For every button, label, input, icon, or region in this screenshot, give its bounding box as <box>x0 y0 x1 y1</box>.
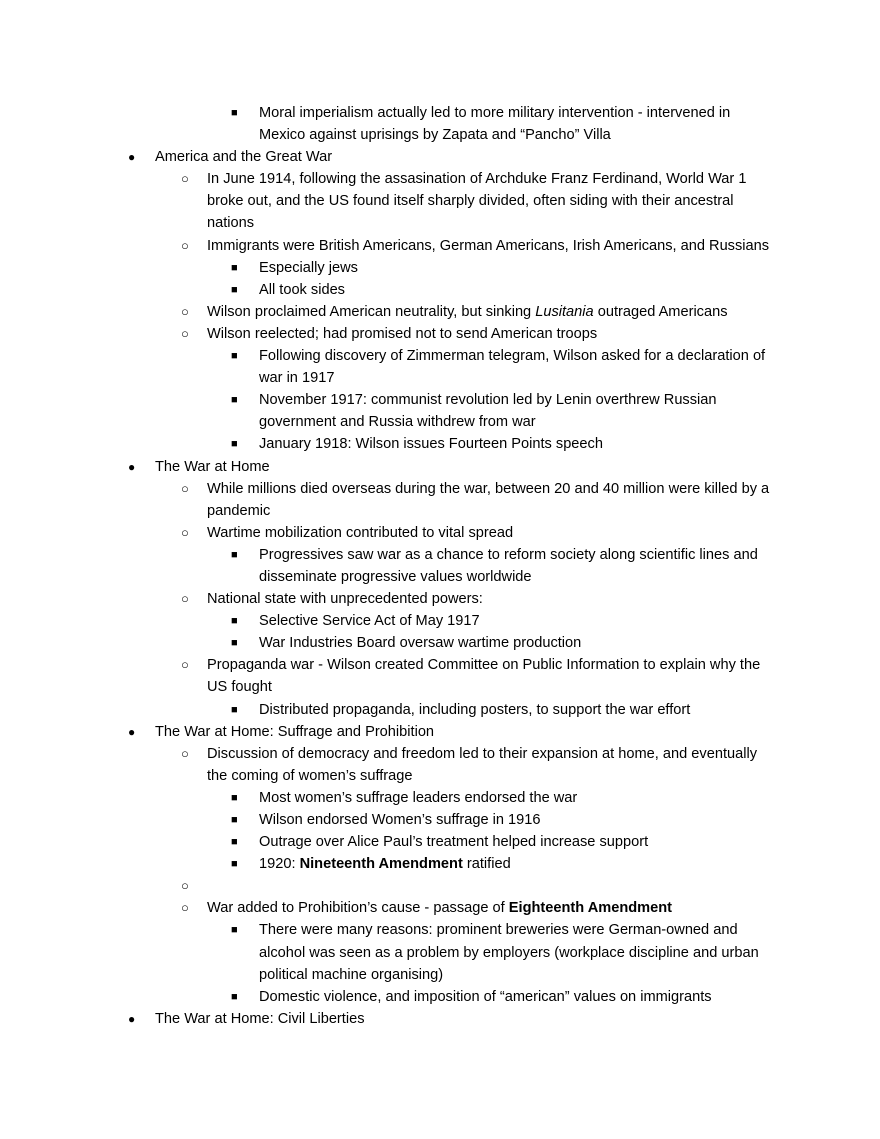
disc-bullet-icon: ● <box>128 459 136 474</box>
list-item <box>0 699 769 721</box>
list-item <box>0 301 772 323</box>
square-bullet-icon: ■ <box>231 261 238 274</box>
amendment-name: Nineteenth Amendment <box>299 856 463 873</box>
list-item <box>0 257 769 279</box>
item-text: November 1917: communist revolution led by Lenin overthrew Russian government and Russia withdrew from war <box>259 392 717 431</box>
list-item <box>0 743 772 787</box>
circle-bullet-icon: ○ <box>181 480 189 496</box>
square-bullet-icon: ■ <box>231 703 238 716</box>
empty-list-item <box>0 875 772 897</box>
list-item <box>0 809 769 831</box>
square-bullet-icon: ■ <box>231 615 238 628</box>
item-text: Wilson endorsed Women’s suffrage in 1916 <box>259 812 541 828</box>
item-text: ratified <box>462 856 511 873</box>
list-item <box>0 588 772 610</box>
list-item <box>0 146 775 168</box>
square-bullet-icon: ■ <box>231 990 238 1003</box>
circle-bullet-icon: ○ <box>181 591 189 607</box>
square-bullet-icon: ■ <box>231 107 238 119</box>
section-heading: America and the Great War <box>155 149 333 166</box>
list-item <box>0 478 772 522</box>
item-text: Selective Service Act of May 1917 <box>259 613 480 630</box>
list-item <box>0 897 772 919</box>
item-text: Distributed propaganda, including posters, to support the war effort <box>259 701 691 718</box>
list-item <box>0 323 772 345</box>
circle-bullet-icon: ○ <box>181 900 189 916</box>
list-item <box>0 279 769 301</box>
item-text: All took sides <box>259 281 345 298</box>
document-page <box>0 102 880 1030</box>
square-bullet-icon: ■ <box>231 924 238 937</box>
square-bullet-icon: ■ <box>231 814 238 826</box>
list-item <box>0 456 775 478</box>
disc-bullet-icon: ● <box>128 1011 136 1026</box>
disc-bullet-icon: ● <box>128 724 136 739</box>
list-item <box>0 544 769 588</box>
square-bullet-icon: ■ <box>231 283 238 296</box>
section-heading: The War at Home <box>155 458 270 475</box>
circle-bullet-icon: ○ <box>181 237 189 253</box>
item-text: Propaganda war - Wilson created Committee on Public Information to explain why the US fought <box>207 657 761 696</box>
list-item <box>0 235 772 257</box>
item-text: In June 1914, following the assasination of Archduke Franz Ferdinand, World War 1 broke out, and the US found itself sharply divided, often siding with their ancestral nations <box>207 171 747 232</box>
list-item <box>0 389 769 433</box>
item-text: Most women’s suffrage leaders endorsed the war <box>259 789 578 806</box>
ship-name: Lusitania <box>535 303 594 320</box>
item-text: Progressives saw war as a chance to reform society along scientific lines and disseminate progressive values worldwide <box>259 546 758 585</box>
item-text: There were many reasons: prominent breweries were German-owned and alcohol was seen as a problem by employers (workplace discipline and urban political machine organising) <box>259 922 759 983</box>
square-bullet-icon: ■ <box>231 637 238 650</box>
item-text: Moral imperialism actually led to more military intervention - intervened in Mexico against uprisings by Zapata and “Pancho” Villa <box>259 105 731 144</box>
list-item <box>0 632 769 654</box>
square-bullet-icon: ■ <box>231 836 238 849</box>
item-text: Outrage over Alice Paul’s treatment helped increase support <box>259 834 649 851</box>
list-item <box>0 168 772 234</box>
list-item <box>0 787 769 809</box>
circle-bullet-icon: ○ <box>181 171 189 187</box>
item-text: War added to Prohibition’s cause - passage of <box>207 900 509 917</box>
item-text: While millions died overseas during the war, between 20 and 40 million were killed by a pandemic <box>207 480 770 519</box>
list-item <box>0 853 769 875</box>
square-bullet-icon: ■ <box>231 791 238 804</box>
list-item <box>0 522 772 544</box>
circle-bullet-icon: ○ <box>181 657 189 673</box>
circle-bullet-icon: ○ <box>181 325 189 341</box>
square-bullet-icon: ■ <box>231 858 238 871</box>
square-bullet-icon: ■ <box>231 350 238 363</box>
item-text: National state with unprecedented powers: <box>207 591 483 608</box>
section-heading: The War at Home: Suffrage and Prohibition <box>155 723 435 740</box>
list-item <box>0 1008 775 1030</box>
list-item <box>0 831 769 853</box>
square-bullet-icon: ■ <box>231 548 238 561</box>
item-text: outraged Americans <box>593 303 728 320</box>
circle-bullet-icon: ○ <box>181 745 189 761</box>
item-text: Domestic violence, and imposition of “american” values on immigrants <box>259 988 712 1005</box>
amendment-name: Eighteenth Amendment <box>508 900 673 917</box>
list-item <box>0 610 769 632</box>
square-bullet-icon: ■ <box>231 394 238 407</box>
list-item <box>0 345 769 389</box>
item-text: Immigrants were British Americans, German Americans, Irish Americans, and Russians <box>207 237 770 254</box>
item-text: Wilson proclaimed American neutrality, but sinking <box>207 303 536 320</box>
item-text: 1920: <box>259 856 300 873</box>
item-text: Discussion of democracy and freedom led to their expansion at home, and eventually the coming of women’s suffrage <box>207 745 758 784</box>
item-text: Following discovery of Zimmerman telegram, Wilson asked for a declaration of war in 1917 <box>259 348 766 387</box>
list-item <box>0 919 769 985</box>
square-bullet-icon: ■ <box>231 438 238 451</box>
item-text: Wartime mobilization contributed to vital spread <box>207 524 514 541</box>
circle-bullet-icon: ○ <box>181 524 189 540</box>
list-item <box>0 102 769 146</box>
item-text: Wilson reelected; had promised not to send American troops <box>207 325 598 342</box>
item-text: Especially jews <box>259 259 358 276</box>
item-text: War Industries Board oversaw wartime production <box>259 635 582 652</box>
list-item <box>0 721 775 743</box>
disc-bullet-icon: ● <box>128 150 136 165</box>
circle-bullet-icon: ○ <box>181 878 189 894</box>
section-heading: The War at Home: Civil Liberties <box>155 1010 365 1027</box>
circle-bullet-icon: ○ <box>181 303 189 319</box>
list-item <box>0 433 769 455</box>
list-item <box>0 654 772 698</box>
list-item <box>0 986 769 1008</box>
item-text: January 1918: Wilson issues Fourteen Points speech <box>259 436 603 453</box>
